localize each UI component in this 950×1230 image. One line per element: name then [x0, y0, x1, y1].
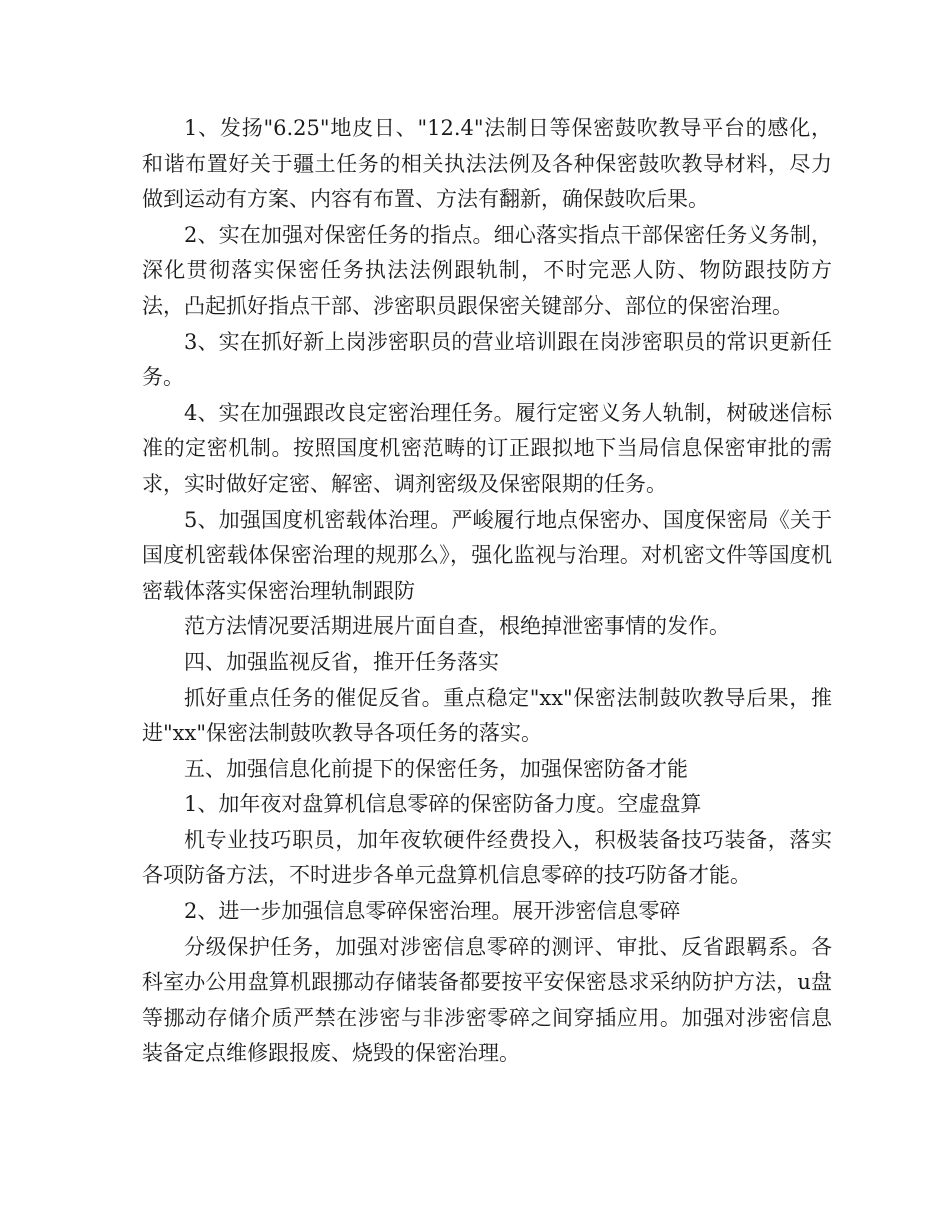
paragraph-10: 2、进一步加强信息零碎保密治理。展开涉密信息零碎: [184, 899, 681, 924]
paragraph-7: 抓好重点任务的催促反省。重点稳定"xx"保密法制鼓吹教导后果，推进"xx"保密法制鼓吹教导各项任务的落实。: [142, 685, 832, 746]
paragraph-2: 2、实在加强对保密任务的指点。细心落实指点干部保密任务义务制，深化贯彻落实保密任务执法法例跟轨制，不时完恶人防、物防跟技防方法，凸起抓好指点干部、涉密职员跟保密关键部分、部位的保密治理。: [142, 222, 832, 318]
section-heading-5: 五、加强信息化前提下的保密任务，加强保密防备才能: [184, 756, 688, 781]
paragraph-11: 分级保护任务，加强对涉密信息零碎的测评、审批、反省跟羁系。各科室办公用盘算机跟挪动存储装备都要按平安保密恳求采纳防护方法，u盘等挪动存储介质严禁在涉密与非涉密零碎之间穿插应用。加强对涉密信息装备定点维修跟报废、烧毁的保密治理。: [142, 934, 832, 1066]
document-body: [142, 111, 832, 1072]
paragraph-6: 范方法情况要活期进展片面自查，根绝掉泄密事情的发作。: [184, 614, 730, 639]
paragraph-3: 3、实在抓好新上岗涉密职员的营业培训跟在岗涉密职员的常识更新任务。: [142, 329, 832, 390]
paragraph-5: 5、加强国度机密载体治理。严峻履行地点保密办、国度保密局《关于国度机密载体保密治理的规那么》，强化监视与治理。对机密文件等国度机密载体落实保密治理轨制跟防: [142, 507, 832, 603]
paragraph-1: 1、发扬"6.25"地皮日、"12.4"法制日等保密鼓吹教导平台的感化，和谐布置好关于疆土任务的相关执法法例及各种保密鼓吹教导材料，尽力做到运动有方案、内容有布置、方法有翻新，确保鼓吹后果。: [142, 116, 832, 212]
paragraph-9: 机专业技巧职员，加年夜软硬件经费投入，积极装备技巧装备，落实各项防备方法，不时进步各单元盘算机信息零碎的技巧防备才能。: [142, 827, 832, 888]
section-heading-4: 四、加强监视反省，推开任务落实: [184, 649, 499, 674]
paragraph-8: 1、加年夜对盘算机信息零碎的保密防备力度。空虚盘算: [184, 792, 702, 817]
paragraph-4: 4、实在加强跟改良定密治理任务。履行定密义务人轨制，树破迷信标准的定密机制。按照国度机密范畴的订正跟拟地下当局信息保密审批的需求，实时做好定密、解密、调剂密级及保密限期的任务。: [142, 400, 832, 496]
